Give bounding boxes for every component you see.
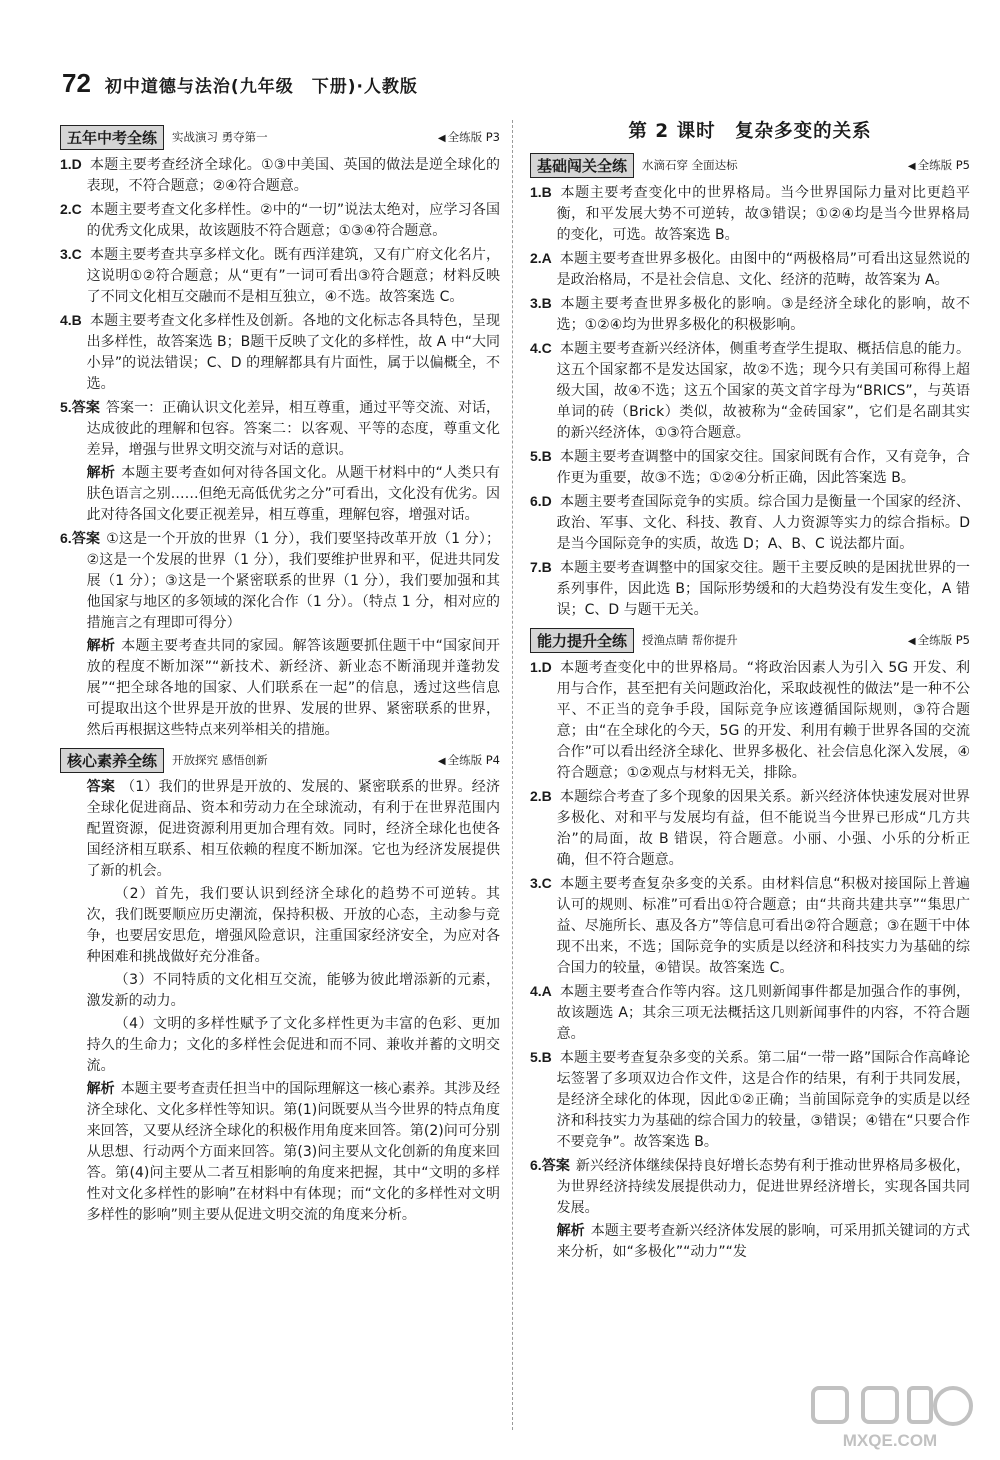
right-column bbox=[530, 118, 970, 1265]
arrow-icon: ◀ bbox=[437, 133, 446, 144]
section-header bbox=[530, 152, 970, 178]
section-header bbox=[530, 627, 970, 653]
section-header bbox=[60, 124, 500, 150]
answer-item: 4.B 本题主要考查文化多样性及创新。各地的文化标志各具特色，呈现出多样性，故答案选 B；B题干反映了文化的多样性，故 A 中“大同小异”的说法错误；C、D 的理解都具有片面性，属于以偏概全，不选。 bbox=[60, 312, 500, 392]
section-slogan: 授渔点睛 帮你提升 bbox=[642, 633, 738, 647]
analysis-item: 解析 本题主要考查新兴经济体发展的影响，可采用抓关键词的方式来分析，如“多极化”“动力”“发 bbox=[556, 1223, 971, 1260]
page-header bbox=[62, 68, 418, 102]
section-ref: ◀ 全练版 P3 bbox=[437, 130, 500, 144]
column-divider bbox=[512, 120, 513, 1430]
answer-list bbox=[60, 154, 500, 395]
section-tag: 能力提升全练 bbox=[530, 628, 634, 653]
answer-item: 1.B 本题主要考查变化中的世界格局。当今世界国际力量对比更趋平衡，和平发展大势不可逆转，故③错误；①②④均是当今世界格局的变化，可选。故答案选 B。 bbox=[530, 184, 970, 243]
answer-item: 答案 （1）我们的世界是开放的、发展的、紧密联系的世界。经济全球化促进商品、资本和劳动力在全球流动，有利于在世界范围内配置资源，促进资源利用更加合理有效。同时，经济全球化也使各国经济相互联系、相互依赖的程度不断加深。它也为经济发展提供了新的机会。 bbox=[86, 779, 501, 879]
answer-item: 6.答案 ①这是一个开放的世界（1 分），我们要坚持改革开放（1 分）；②这是一个发展的世界（1 分），我们要维护世界和平，促进共同发展（1 分）；③这是一个紧密联系的世界（1 分），我们要加强和其他国家与地区的多领域的深化合作（1 分）。（特点 1 分，相对应的措施言之有理即可得分） bbox=[60, 530, 501, 631]
answer-item: 4.A 本题主要考查合作等内容。这几则新闻事件都是加强合作的事例，故该题选 A；其余三项无法概括这几则新闻事件的内容，不符合题意。 bbox=[530, 983, 970, 1042]
answer-item: 5.B 本题主要考查调整中的国家交往。国家间既有合作，又有竞争，合作更为重要，故③不选；①②④分析正确，因此答案选 B。 bbox=[530, 448, 970, 486]
answer-list bbox=[530, 657, 970, 1153]
section-slogan: 水滴石穿 全面达标 bbox=[642, 158, 738, 172]
left-column bbox=[60, 118, 500, 1228]
answer-paragraph: （3）不同特质的文化相互交流，能够为彼此增添新的元素，激发新的动力。 bbox=[86, 972, 500, 1009]
answer-item: 3.C 本题主要考查复杂多变的关系。由材料信息“积极对接国际上普遍认可的规则、标准”可看出①符合题意；由“共商共建共享”“集思广益、尽施所长、惠及各方”等信息可看出②符合题意；③在题干中体现不出来，不选；国际竞争的实质是以经济和科技实力为基础的综合国力的较量，④错误。故答案选 C。 bbox=[530, 875, 970, 976]
section-ref: ◀ 全练版 P5 bbox=[907, 633, 970, 647]
answer-item: 1.D 本题考查变化中的世界格局。“将政治因素人为引入 5G 开发、利用与合作，甚至把有关问题政治化，采取歧视性的做法”是一种不公平、不正当的竞争手段，国际竞争应该遵循国际规则，③符合题意；由“在全球化的今天，5G 的开发、利用有赖于世界各国的交流合作”可以看出经济全球化、世界多极化、社会信息化深入发展，④符合题意；①②观点与材料无关，排除。 bbox=[530, 659, 970, 781]
answer-paragraph: （4）文明的多样性赋予了文化多样性更为丰富的色彩、更加持久的生命力；文化的多样性会促进和而不同、兼收并蓄的文明交流。 bbox=[86, 1016, 500, 1074]
answer-item: 5.答案 答案一：正确认识文化差异，相互尊重，通过平等交流、对话，达成彼此的理解和包容。答案二：以客观、平等的态度，尊重文化差异，增强与世界文明交流与对话的意识。 bbox=[60, 399, 501, 458]
arrow-icon: ◀ bbox=[907, 161, 916, 172]
page-number: 72 bbox=[62, 68, 91, 98]
answer-item: 7.B 本题主要考查调整中的国家交往。题干主要反映的是困扰世界的一系列事件，因此选 B；国际形势缓和的大趋势没有发生变化，A 错误；C、D 与题干无关。 bbox=[530, 559, 970, 618]
section-ref: ◀ 全练版 P4 bbox=[437, 753, 500, 767]
section-header bbox=[60, 747, 500, 773]
answer-paragraph: （2）首先，我们要认识到经济全球化的趋势不可逆转。其次，我们既要顺应历史潮流，保持积极、开放的心态，主动参与竞争，也要居安思危，增强风险意识，注重国家经济安全，为应对各种困难和挑战做好充分准备。 bbox=[86, 886, 500, 965]
lesson-title: 第 2 课时 复杂多变的关系 bbox=[628, 121, 872, 142]
analysis-item: 解析 本题主要考查共同的家园。解答该题要抓住题干中“国家间开放的程度不断加深”“新技术、新经济、新业态不断涌现并蓬勃发展”“把全球各地的国家、人们联系在一起”的信息，透过这些信息可提取出这个世界是开放的世界、发展的世界、紧密联系的世界，然后再根据这些特点来列举相关的措施。 bbox=[86, 638, 500, 738]
answer-list bbox=[530, 182, 970, 621]
answer-item: 5.B 本题主要考查复杂多变的关系。第二届“一带一路”国际合作高峰论坛签署了多项双边合作文件，这是合作的结果，有利于共同发展，是经济全球化的体现，因此①②正确；当前国际竞争的实质是以经济和科技实力为基础的综合国力的较量，③错误；④错在“只要合作不要竞争”。故答案选 B。 bbox=[530, 1049, 970, 1150]
answer-item: 3.C 本题主要考查共享多样文化。既有西洋建筑，又有广府文化名片，这说明①②符合题意；从“更有”一词可看出③符合题意；材料反映了不同文化相互交融而不是相互独立，④不选。故答案选 C。 bbox=[60, 246, 500, 305]
answer-item: 1.D 本题主要考查经济全球化。①③中美国、英国的做法是逆全球化的表现，不符合题意；②④符合题意。 bbox=[60, 156, 500, 194]
watermark-logo bbox=[803, 1380, 978, 1452]
answer-item: 2.B 本题综合考查了多个现象的因果关系。新兴经济体快速发展对世界多极化、对和平与发展均有益，但不能说当今世界已形成“几方共治”的局面，故 B 错误，符合题意。小丽、小强、小乐的分析正确，但不符合题意。 bbox=[530, 788, 970, 868]
answer-item: 6.答案 新兴经济体继续保持良好增长态势有利于推动世界格局多极化，为世界经济持续发展提供动力，促进世界经济增长，实现各国共同发展。 bbox=[530, 1157, 971, 1216]
section-tag: 五年中考全练 bbox=[60, 125, 164, 150]
book-title: 初中道德与法治(九年级 下册)·人教版 bbox=[104, 77, 418, 97]
answer-item: 6.D 本题主要考查国际竞争的实质。综合国力是衡量一个国家的经济、政治、军事、文化、科技、教育、人力资源等实力的综合指标。D 是当今国际竞争的实质，故选 D；A、B、C 说法都片面。 bbox=[530, 493, 970, 552]
answer-item: 4.C 本题主要考查新兴经济体，侧重考查学生提取、概括信息的能力。这五个国家都不是发达国家，故②不选；现今只有美国可称得上超级大国，故④不选；这五个国家的英文首字母为“BRICS”，与英语单词的砖（Brick）类似，故被称为“金砖国家”，它们是名副其实的新兴经济体，①③符合题意。 bbox=[530, 340, 970, 441]
watermark-text: MXQE.COM bbox=[842, 1431, 938, 1450]
answer-item: 2.A 本题主要考查世界多极化。由图中的“两极格局”可看出这显然说的是政治格局，不是社会信息、文化、经济的范畴，故答案为 A。 bbox=[530, 250, 970, 288]
section-slogan: 实战演习 勇夺第一 bbox=[172, 130, 268, 144]
section-tag: 基础闯关全练 bbox=[530, 153, 634, 178]
section-slogan: 开放探究 感悟创新 bbox=[172, 753, 268, 767]
answer-item: 3.B 本题主要考查世界多极化的影响。③是经济全球化的影响，故不选；①②④均为世界多极化的积极影响。 bbox=[530, 295, 970, 333]
section-tag: 核心素养全练 bbox=[60, 748, 164, 773]
section-ref: ◀ 全练版 P5 bbox=[907, 158, 970, 172]
analysis-item: 解析 本题主要考查责任担当中的国际理解这一核心素养。其涉及经济全球化、文化多样性等知识。第(1)问既要从当今世界的特点角度来回答，又要从经济全球化的积极作用角度来回答。第(2)问可分别从思想、行动两个方面来回答。第(3)问主要从文化创新的角度来回答。第(4)问主要从二者互相影响的角度来把握，其中“文明的多样性对文化多样性的影响”在材料中有体现；而“文化的多样性对文明多样性的影响”则主要从促进文明交流的角度来分析。 bbox=[86, 1081, 501, 1223]
arrow-icon: ◀ bbox=[437, 756, 446, 767]
answer-item: 2.C 本题主要考查文化多样性。②中的“一切”说法太绝对，应学习各国的优秀文化成果，故该题肢不符合题意；①③④符合题意。 bbox=[60, 201, 500, 239]
arrow-icon: ◀ bbox=[907, 636, 916, 647]
analysis-item: 解析 本题主要考查如何对待各国文化。从题干材料中的“人类只有肤色语言之别……但绝无高低优劣之分”可看出，文化没有优劣。因此对待各国文化要正视差异，相互尊重，理解包容，增强对话。 bbox=[86, 465, 500, 523]
